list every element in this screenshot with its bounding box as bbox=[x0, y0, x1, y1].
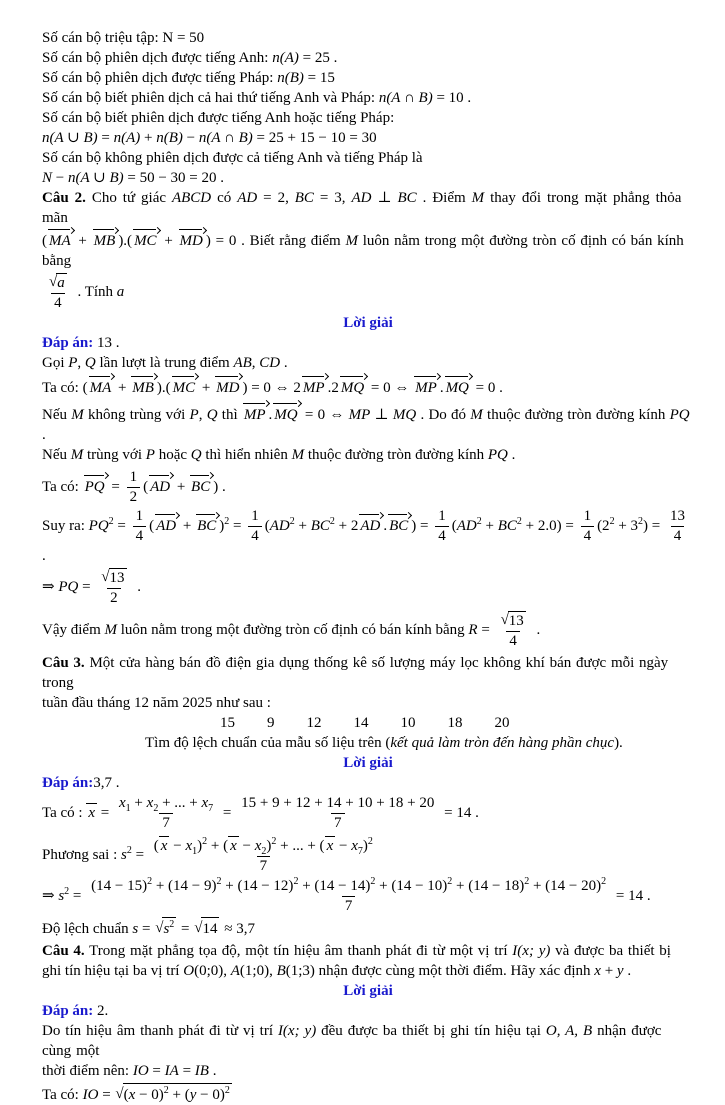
q2-loigiai-heading: Lời giải bbox=[343, 314, 393, 331]
overline-expression: x bbox=[230, 838, 237, 854]
vector-arrow: BC bbox=[388, 513, 410, 536]
q4-loigiai-heading: Lời giải bbox=[343, 983, 393, 999]
q3-statement-line-2: tuần đầu tháng 12 năm 2025 như sau : bbox=[42, 694, 271, 711]
q2-sol-line-8: Vậy điểm M luôn nằm trong một đường tròn cố định có bán kính bằng R = $\frac{√13}{4}$ . bbox=[42, 612, 541, 650]
vector-arrow: MQ bbox=[445, 375, 471, 398]
q2-statement-line-3: $\frac{√a}{4}$ . Tính a bbox=[42, 273, 694, 313]
q4-sol-line-2: thời điểm nên: IO = IA = IB . bbox=[42, 1063, 217, 1079]
vector-arrow: AD bbox=[359, 513, 382, 536]
q2-dapan: Đáp án: 13 . bbox=[42, 334, 120, 351]
vector-arrow: MD bbox=[179, 228, 205, 251]
q4-sol-line-3: Ta có: IO = $√(x - 0)^2 + (y - 0)^2$ bbox=[42, 1085, 230, 1103]
fraction: $\frac{15 + 9 + 12 + 14 + 10 + 18 + 20}{7}$ bbox=[241, 794, 435, 831]
q3-dapan: Đáp án:3,7 . bbox=[42, 774, 120, 791]
q2-statement-line-2: ( MA + MB ).( MC + MD ) = 0 . Biết rằng điểm M luôn nằm trong một đường tròn cố định có bán kính bằng bbox=[42, 228, 694, 271]
vector-arrow: MQ bbox=[273, 402, 299, 425]
vector-arrow: AD bbox=[149, 474, 172, 497]
q3-sol-line-3: ⇒ $s^2$ = $(14 - 15)^2 + (14 - 9)^2 + (14 - 12)^2 + (14 - 14)^2 + (14 - 10)^2 + (14 - 18)^2 + (14 - 20)^2$ 7 = 14 . bbox=[42, 875, 651, 914]
q1-sol-line-6: n(A ∪ B) = n(A) + n(B) − n(A ∩ B) = 25 + 15 − 10 = 30 bbox=[42, 130, 377, 146]
vector-arrow: PQ bbox=[84, 474, 107, 497]
vector-arrow: MA bbox=[48, 228, 73, 251]
q4-sol-line-1: Do tín hiệu âm thanh phát đi từ vị trí I(x; y) đều được ba thiết bị ghi tín hiệu tại O, A, B nhận được cùng một bbox=[42, 1023, 662, 1059]
q1-sol-line-5: Số cán bộ biết phiên dịch được tiếng Anh hoặc tiếng Pháp: bbox=[42, 110, 395, 126]
q3-sol-line-2: Phương sai : $s^2$ = $\frac{( x - x_1)^2 + ( x - x_2)^2 + ... + ( x - x_7)^2}{7}$ bbox=[42, 836, 694, 876]
sqrt-expression: √13 bbox=[101, 568, 125, 586]
vector-arrow: MP bbox=[414, 375, 439, 398]
overline-expression: x bbox=[326, 838, 334, 854]
q2-sol-line-3: Nếu M không trùng với P, Q thì MP . MQ = 0 ⇔ MP ⊥ MQ . Do đó M thuộc đường tròn đường kính PQ . bbox=[42, 402, 694, 445]
vector-arrow: MB bbox=[131, 375, 156, 398]
vector-arrow: MP bbox=[302, 375, 327, 398]
q2-sol-line-7: ⇒ PQ = $\frac{√13}{2}$ . bbox=[42, 568, 142, 606]
q2-sol-line-5: Ta có: PQ = $\frac{1}{2}$ ( AD + BC ) . bbox=[42, 468, 226, 505]
vector-arrow: MB bbox=[93, 228, 118, 251]
fraction: $\frac{1}{4}$ bbox=[435, 508, 449, 546]
fraction: $\frac{1}{4}$ bbox=[248, 508, 262, 546]
fraction: $\frac{1}{4}$ bbox=[133, 508, 147, 546]
vector-arrow: BC bbox=[196, 513, 218, 536]
vector-arrow: MP bbox=[243, 402, 268, 425]
q2-sol-line-4: Nếu M trùng với P hoặc Q thì hiển nhiên M thuộc đường tròn đường kính PQ . bbox=[42, 446, 516, 463]
fraction: $\frac{1}{4}$ bbox=[581, 508, 595, 546]
q3-loigiai-heading: Lời giải bbox=[343, 754, 393, 771]
q3-sol-line-1: Ta có : x = $\frac{x_1 + x_2 + ... + x_7}{7}$ = $\frac{15 + 9 + 12 + 14 + 10 + 18 + 20}{7}$ = 14 . bbox=[42, 794, 479, 831]
overline-expression: x bbox=[88, 804, 96, 821]
vector-arrow: MD bbox=[215, 375, 241, 398]
vector-arrow: MA bbox=[89, 375, 114, 398]
q3-statement-line-1: Câu 3. Một cửa hàng bán đồ điện gia dụng thống kê số lượng máy lọc không khí bán được mỗi ngày trong bbox=[42, 654, 669, 691]
vector-arrow: MC bbox=[172, 375, 198, 398]
q3-statement-line-3: Tìm độ lệch chuẩn của mẫu số liệu trên (kết quả làm tròn đến hàng phần chục). bbox=[145, 734, 623, 751]
overline-expression: x bbox=[160, 838, 168, 854]
vector-arrow: MQ bbox=[340, 375, 366, 398]
q2-sol-line-6: Suy ra: $PQ^2$ = $\frac{1}{4}$ ( AD + BC )$^2$ = $\frac{1}{4}$ ($AD^2 + BC^2 + 2$ AD . BC ) = $\frac{1}{4}$ $(AD^2 + BC^2 + 2.0)$ = $\frac{1}{4}$ $(2^2 + 3^2)$ = $\frac{13}{4}$ . bbox=[42, 508, 694, 566]
sqrt-expression: √a bbox=[49, 274, 65, 291]
fraction: $\frac{√13}{4}$ bbox=[500, 612, 524, 650]
fraction: $\frac{x_1 + x_2 + ... + x_7}{7}$ bbox=[119, 794, 214, 831]
sqrt-expression: $√(x - 0)^2 + (y - 0)^2$ bbox=[115, 1085, 230, 1103]
q4-statement-line-2: ghi tín hiệu tại ba vị trí O(0;0), A(1;0), B(1;3) nhận được cùng một thời điểm. Hãy xác định x + y . bbox=[42, 963, 632, 979]
q1-sol-line-2: Số cán bộ phiên dịch được tiếng Anh: n(A) = 25 . bbox=[42, 50, 338, 66]
vector-arrow: AD bbox=[155, 513, 178, 536]
q2-sol-line-1: Gọi P, Q lần lượt là trung điểm AB, CD . bbox=[42, 354, 288, 371]
q2-statement-line-1: Câu 2. Cho tứ giác ABCD có AD = 2, BC = 3, AD ⊥ BC . Điểm M thay đổi trong mặt phẳng thỏa mãn bbox=[42, 190, 682, 226]
q3-data-row: 15 9 12 14 10 18 20 bbox=[220, 714, 510, 731]
vector-arrow: BC bbox=[190, 474, 212, 497]
q1-sol-line-8: N − n(A ∪ B) = 50 − 30 = 20 . bbox=[42, 170, 224, 186]
q1-sol-line-4: Số cán bộ biết phiên dịch cả hai thứ tiếng Anh và Pháp: n(A ∩ B) = 10 . bbox=[42, 90, 472, 106]
fraction: $\frac{13}{4}$ bbox=[670, 508, 685, 545]
fraction: $\frac{√a}{4}$ bbox=[49, 274, 65, 312]
sqrt-expression: √14 bbox=[194, 917, 219, 939]
q4-statement-line-1: Câu 4. Trong mặt phẳng tọa độ, một tín hiệu âm thanh phát đi từ một vị trí I(x; y) và được ba thiết bị bbox=[42, 943, 671, 959]
q3-sol-line-4: Độ lệch chuẩn $s = √s^2 = √14 \approx 3,7$ bbox=[42, 919, 255, 937]
fraction: $(14 - 15)^2 + (14 - 9)^2 + (14 - 12)^2 + (14 - 14)^2 + (14 - 10)^2 + (14 - 18)^2 + (14 - 20)^2$ 7 bbox=[91, 875, 607, 914]
sqrt-expression: $√s^2$ bbox=[155, 919, 175, 937]
fraction: $\frac{1}{2}$ bbox=[127, 469, 141, 507]
document-content bbox=[42, 28, 694, 1105]
fraction: $\frac{√13}{2}$ bbox=[101, 568, 125, 606]
q1-sol-line-3: Số cán bộ phiên dịch được tiếng Pháp: n(B) = 15 bbox=[42, 70, 335, 86]
fraction: $\frac{( x - x_1)^2 + ( x - x_2)^2 + ... + ( x - x_7)^2}{7}$ bbox=[153, 836, 373, 875]
q4-dapan: Đáp án: 2. bbox=[42, 1003, 109, 1019]
q1-sol-line-7: Số cán bộ không phiên dịch được cả tiếng Anh và tiếng Pháp là bbox=[42, 150, 423, 166]
sqrt-expression: √13 bbox=[500, 612, 524, 629]
vector-arrow: MC bbox=[133, 228, 159, 251]
q2-sol-line-2: Ta có: ( MA + MB ).( MC + MD ) = 0 ⇔ 2 MP .2 MQ = 0 ⇔ MP . MQ = 0 . bbox=[42, 375, 694, 398]
q1-sol-line-1: Số cán bộ triệu tập: N = 50 bbox=[42, 30, 205, 46]
